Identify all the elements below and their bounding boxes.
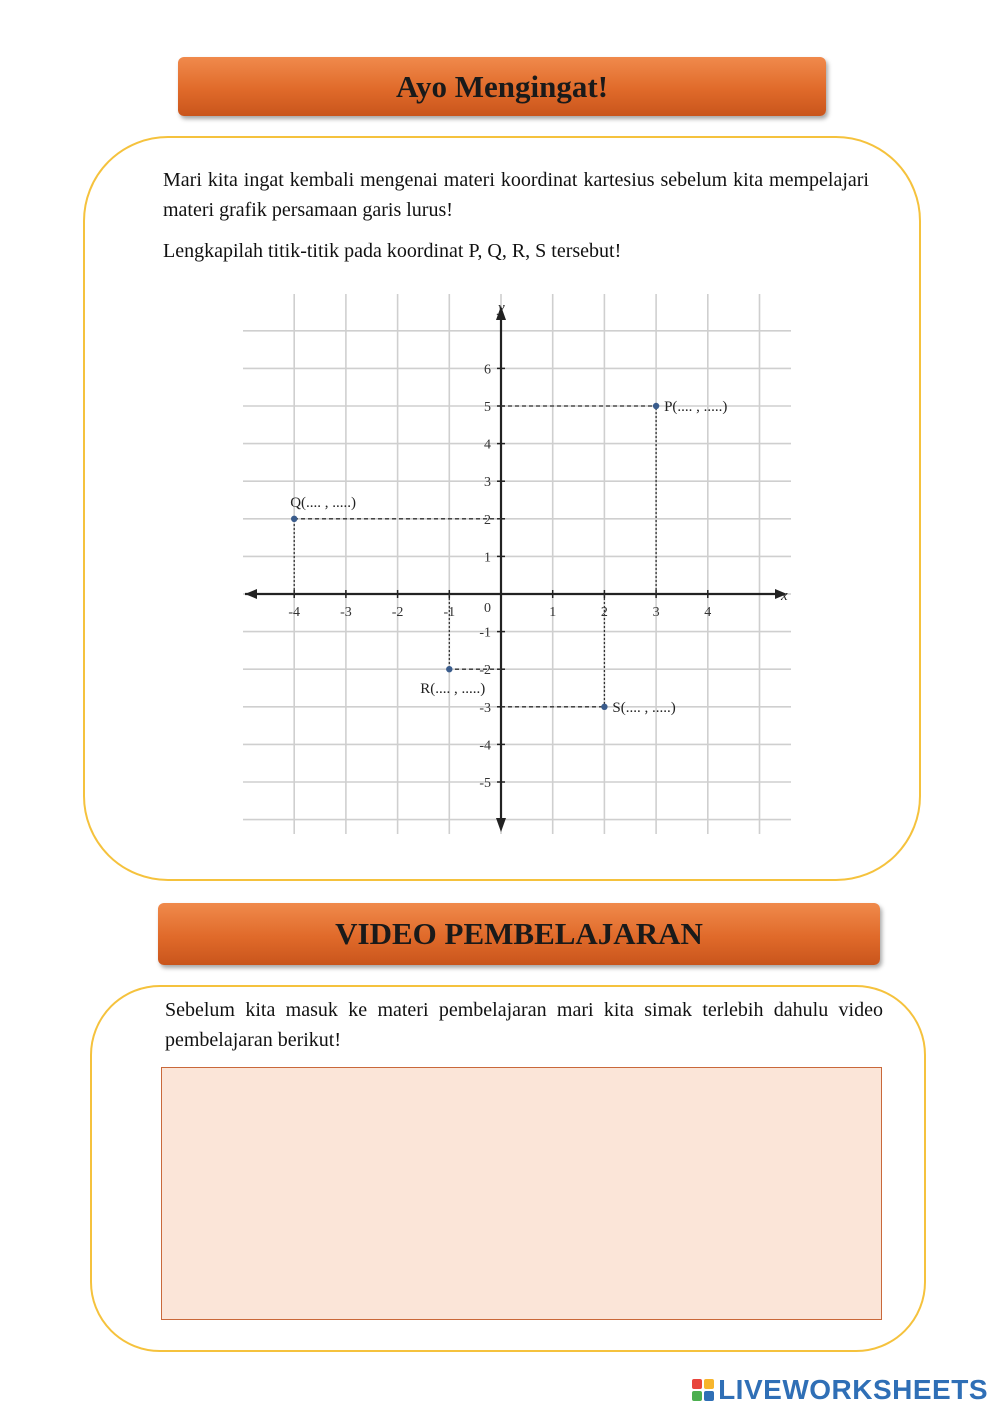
x-tick-label: -1	[443, 605, 456, 620]
logo-text: LIVEWORKSHEETS	[718, 1374, 988, 1405]
video-title-banner	[158, 903, 880, 965]
liveworksheets-logo	[692, 1374, 988, 1406]
y-tick-label: -4	[479, 738, 491, 754]
x-tick-label: 1	[549, 605, 557, 620]
x-axis-label: x	[781, 588, 788, 604]
y-axis-label: y	[498, 300, 505, 316]
origin-label: 0	[484, 601, 491, 616]
logo-icon	[692, 1379, 714, 1401]
point-p	[653, 403, 659, 409]
point-label-q: Q(.... , .....)	[290, 494, 357, 511]
y-tick-label: 2	[484, 512, 491, 528]
y-tick-label: -2	[479, 663, 491, 679]
y-tick-label: 3	[484, 475, 491, 491]
graph-background	[243, 294, 791, 834]
x-tick-label: 4	[704, 605, 712, 620]
point-s	[601, 704, 607, 710]
y-tick-label: -3	[479, 700, 491, 716]
section-title-banner	[178, 57, 826, 116]
video-player[interactable]	[161, 1067, 882, 1320]
y-tick-label: 6	[484, 362, 491, 378]
x-tick-label: 2	[600, 605, 608, 620]
section-title: Ayo Mengingat!	[395, 69, 609, 104]
x-tick-label: -4	[288, 605, 301, 620]
y-tick-label: -5	[479, 776, 491, 791]
cartesian-graph	[243, 294, 791, 834]
y-tick-label: -1	[479, 625, 491, 641]
instruction-paragraph: Lengkapilah titik-titik pada koordinat P, Q, R, S tersebut!	[163, 240, 622, 262]
intro-paragraph: Mari kita ingat kembali mengenai materi koordinat kartesius sebelum kita mempelajari materi grafik persamaan garis lurus!	[163, 169, 869, 221]
point-label-r: R(.... , .....)	[420, 681, 486, 698]
point-label-p: P(.... , .....)	[664, 399, 728, 415]
point-r	[446, 666, 452, 672]
y-tick-label: 5	[484, 400, 491, 415]
x-tick-label: -3	[340, 605, 352, 620]
point-label-s: S(.... , .....)	[612, 699, 676, 716]
point-q	[291, 516, 297, 522]
y-tick-label: 4	[484, 437, 491, 453]
video-intro-paragraph: Sebelum kita masuk ke materi pembelajaran mari kita simak terlebih dahulu video pembelajaran berikut!	[165, 999, 883, 1051]
video-title: VIDEO PEMBELAJARAN	[335, 916, 703, 951]
x-tick-label: -2	[391, 605, 404, 620]
x-tick-label: 3	[652, 605, 660, 620]
y-tick-label: 1	[484, 550, 491, 566]
